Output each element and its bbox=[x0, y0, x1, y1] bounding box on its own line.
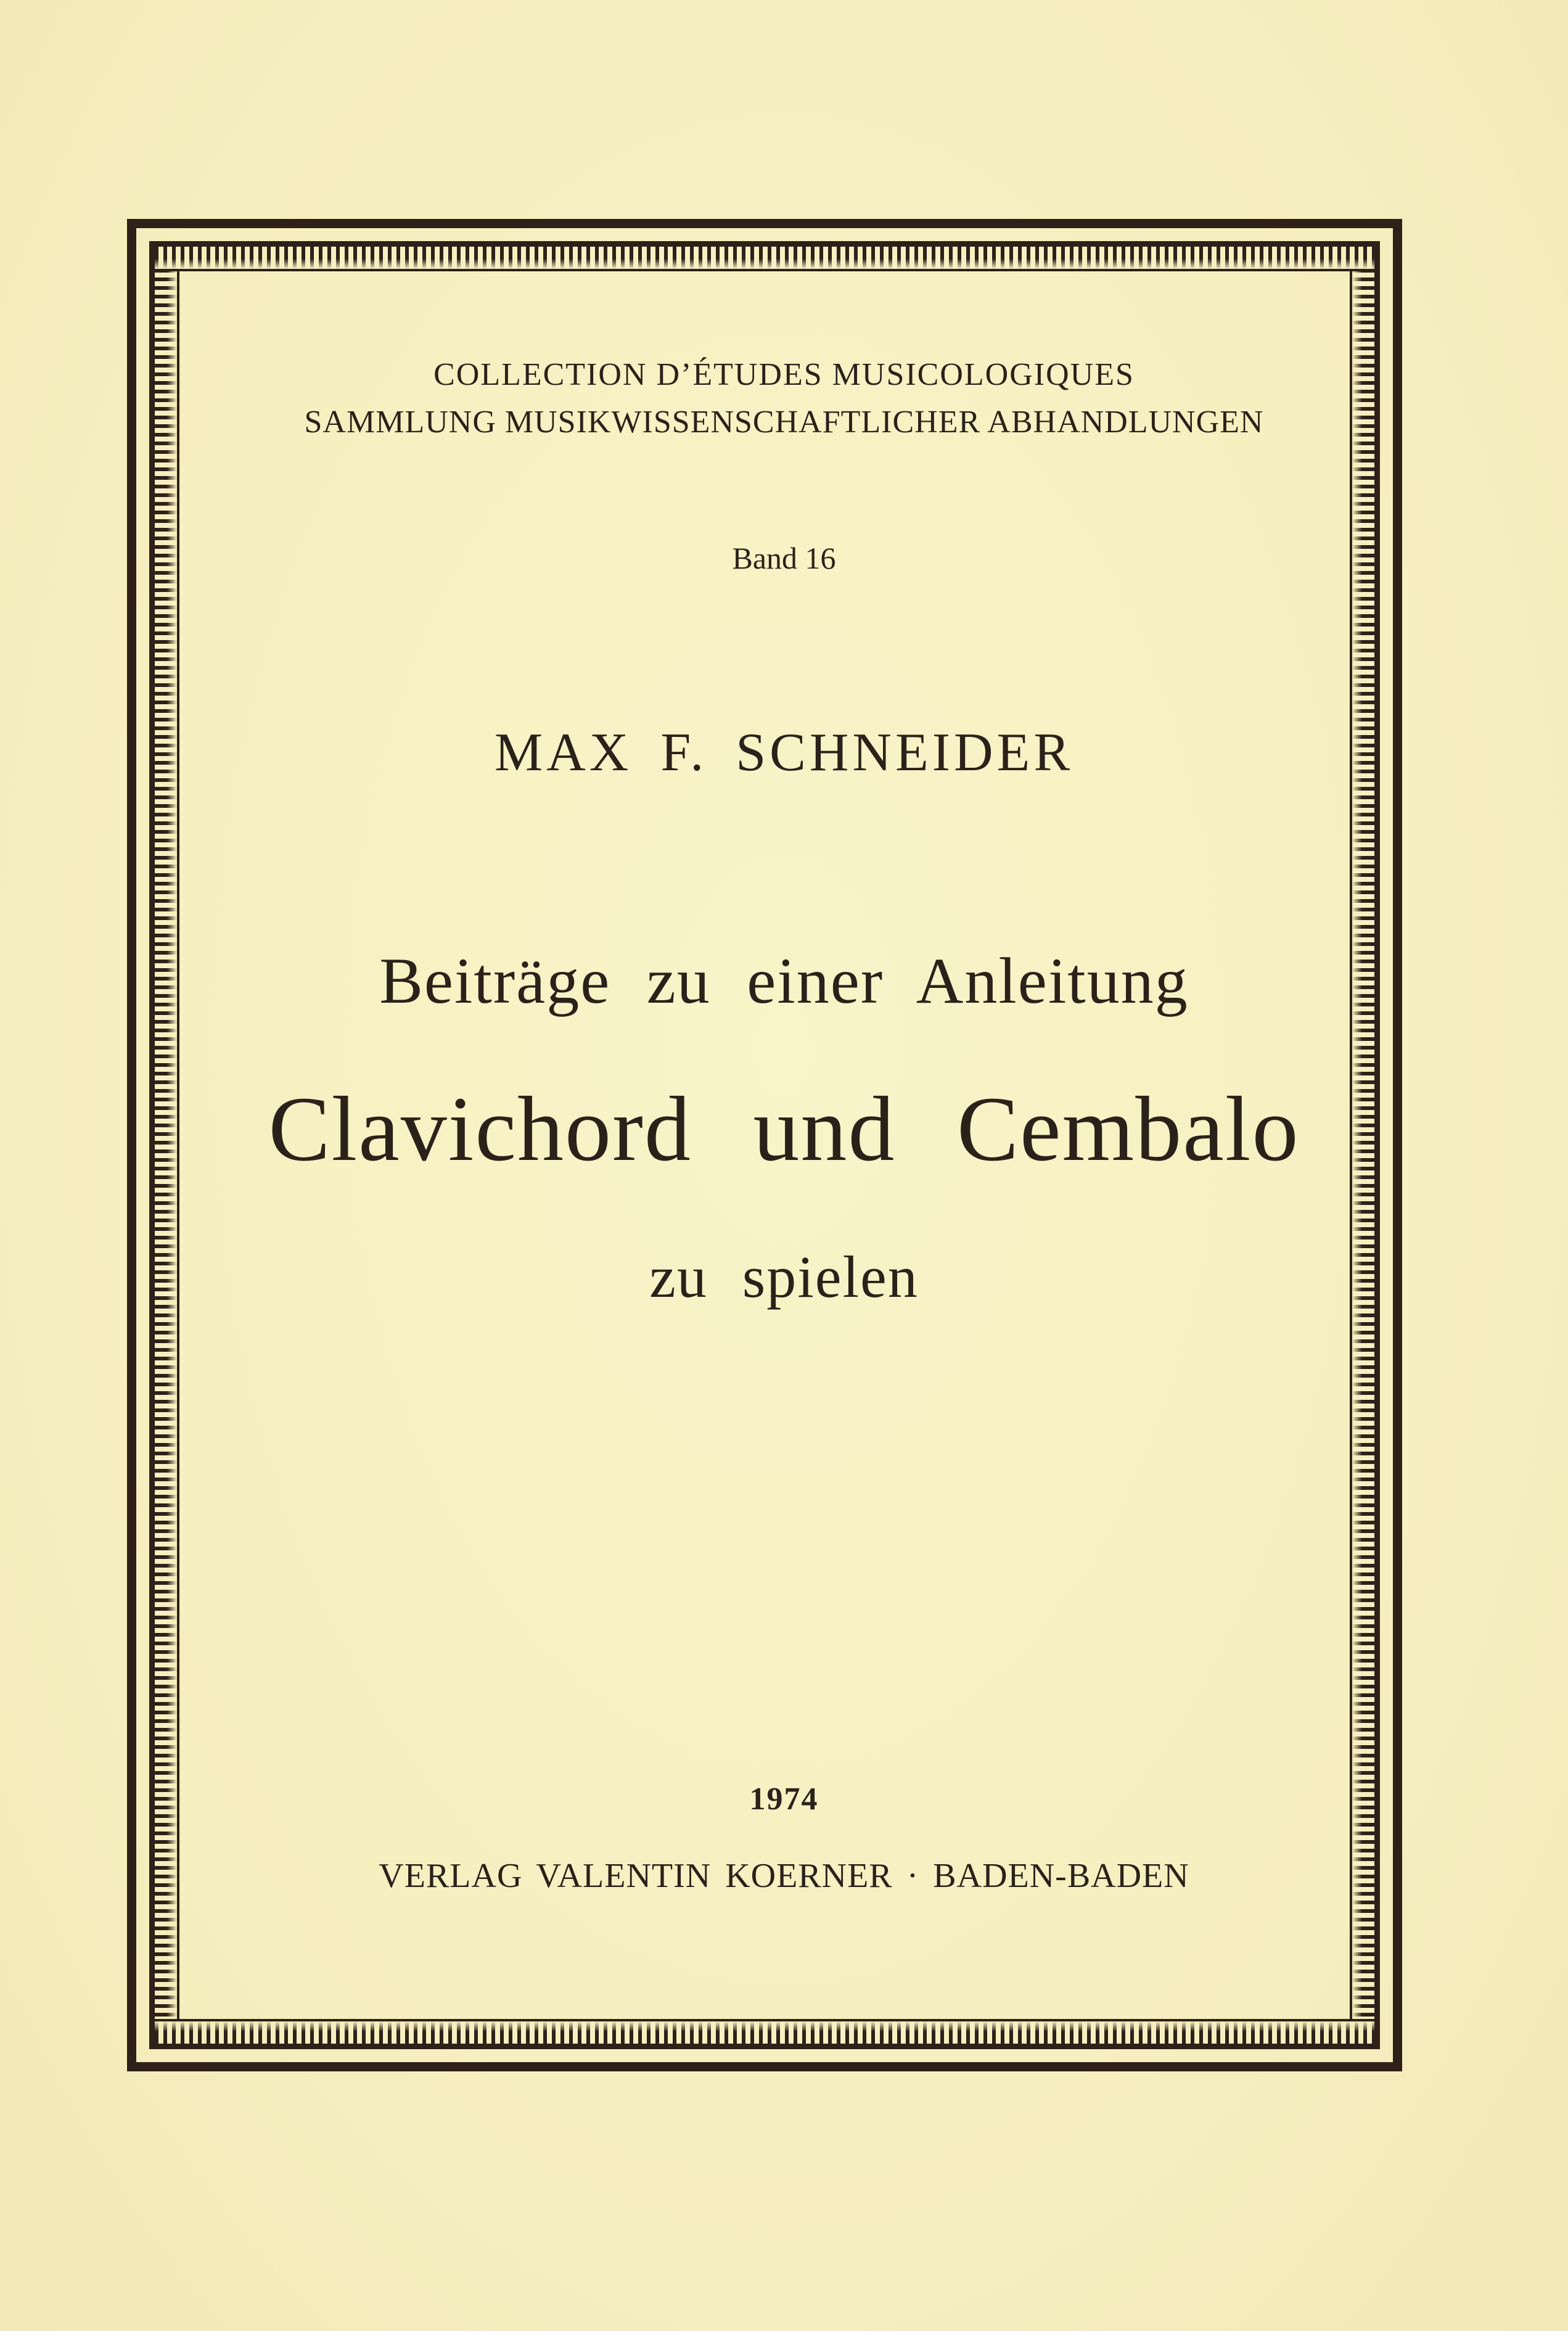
series-title-german: SAMMLUNG MUSIKWISSENSCHAFTLICHER ABHANDLUNGEN bbox=[304, 405, 1264, 440]
author-name: MAX F. SCHNEIDER bbox=[494, 723, 1074, 783]
title-line-2: Clavichord und Cembalo bbox=[268, 1078, 1300, 1180]
ornament-rule-bottom bbox=[155, 2019, 1374, 2021]
publisher-imprint: VERLAG VALENTIN KOERNER · BADEN-BADEN bbox=[379, 1857, 1189, 1895]
title-line-1: Beiträge zu einer Anleitung bbox=[379, 945, 1189, 1017]
ornament-band-bottom bbox=[155, 2021, 1374, 2044]
title-line-3: zu spielen bbox=[649, 1244, 919, 1310]
publication-year: 1974 bbox=[749, 1782, 819, 1817]
ornament-band-top bbox=[155, 247, 1374, 269]
volume-number: Band 16 bbox=[732, 541, 836, 575]
ornament-rule-top bbox=[155, 269, 1374, 271]
series-title-french: COLLECTION D’ÉTUDES MUSICOLOGIQUES bbox=[433, 357, 1135, 392]
